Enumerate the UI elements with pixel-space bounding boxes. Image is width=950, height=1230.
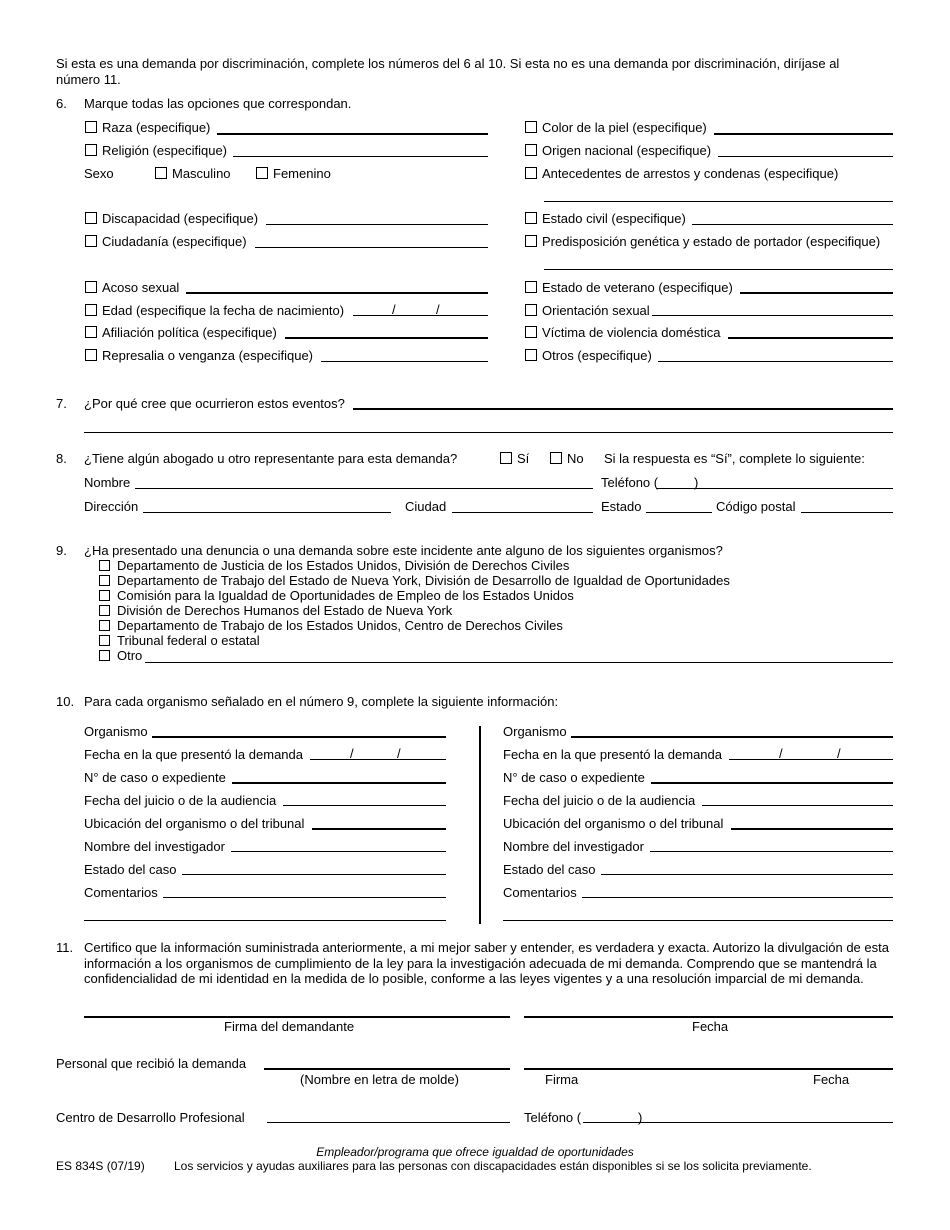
right-caso-label: N° de caso o expediente — [503, 770, 645, 785]
checkbox-label: Religión (especifique) — [102, 143, 228, 158]
checkbox-box[interactable] — [525, 212, 537, 224]
afiliacion-line[interactable] — [285, 337, 488, 339]
checkbox-raza[interactable] — [85, 120, 210, 135]
q8-question: ¿Tiene algún abogado u otro representante para esta demanda? — [84, 451, 458, 466]
left-fecha-line[interactable] — [310, 759, 446, 760]
checkbox-represalia[interactable] — [85, 348, 313, 363]
fecha-label: Fecha — [692, 1019, 729, 1034]
q9-question: ¿Ha presentado una denuncia o una demanda sobre este incidente ante alguno de los siguientes organismos? — [84, 543, 723, 558]
right-fecha-line[interactable] — [729, 759, 893, 760]
telefono-line[interactable] — [656, 488, 893, 489]
right-investigador-label: Nombre del investigador — [503, 839, 644, 854]
personal-firma-line[interactable] — [524, 1068, 893, 1070]
checkbox-box[interactable] — [550, 452, 562, 464]
direccion-label: Dirección — [84, 499, 139, 514]
left-comentarios-line[interactable] — [163, 897, 446, 898]
checkbox-estado-civil[interactable] — [525, 211, 686, 226]
direccion-line[interactable] — [143, 512, 391, 513]
estado-label: Estado — [601, 499, 642, 514]
org-option-6: Tribunal federal o estatal — [117, 633, 260, 648]
checkbox-label: Discapacidad (especifique) — [102, 211, 259, 226]
left-ubicacion-line[interactable] — [312, 828, 446, 830]
org-option-1: Departamento de Justicia de los Estados Unidos, División de Derechos Civiles — [117, 558, 570, 573]
estado-line[interactable] — [646, 512, 712, 513]
checkbox-label: Edad (especifique la fecha de nacimiento) — [102, 303, 345, 318]
checkbox-org-4[interactable] — [99, 605, 110, 616]
centro-telefono-close: ) — [638, 1110, 643, 1125]
checkbox-org-7[interactable] — [99, 650, 110, 661]
checkbox-label: Orientación sexual — [542, 303, 650, 318]
centro-telefono-line[interactable] — [583, 1122, 893, 1123]
right-comentarios-line[interactable] — [582, 897, 893, 898]
checkbox-antecedentes[interactable] — [525, 166, 838, 181]
veterano-line[interactable] — [740, 292, 893, 294]
acoso-line[interactable] — [186, 292, 488, 294]
q7-number: 7. — [56, 396, 67, 411]
left-juicio-label: Fecha del juicio o de la audiencia — [84, 793, 277, 808]
nombre-label: Nombre — [84, 475, 131, 490]
checkbox-box[interactable] — [155, 167, 167, 179]
org-option-2: Departamento de Trabajo del Estado de Nueva York, División de Desarrollo de Igualdad de Oportunidades — [117, 573, 730, 588]
victima-line[interactable] — [728, 337, 893, 339]
right-comentarios-label: Comentarios — [503, 885, 577, 900]
otros-line[interactable] — [658, 361, 893, 362]
checkbox-veterano[interactable] — [525, 280, 733, 295]
fecha2-label: Fecha — [813, 1072, 850, 1087]
checkbox-label: Origen nacional (especifique) — [542, 143, 712, 158]
left-organismo-label: Organismo — [84, 724, 148, 739]
checkbox-box[interactable] — [525, 121, 537, 133]
form-id: ES 834S (07/19) — [56, 1159, 145, 1173]
left-fecha-slash-2: / — [397, 746, 401, 761]
right-fecha-slash-2: / — [837, 746, 841, 761]
q7-line-1[interactable] — [353, 408, 893, 410]
right-fecha-label: Fecha en la que presentó la demanda — [503, 747, 722, 762]
firma-demandante-label: Firma del demandante — [224, 1019, 355, 1034]
checkbox-label: Ciudadanía (especifique) — [102, 234, 247, 249]
column-divider — [479, 726, 481, 924]
checkbox-femenino[interactable] — [256, 166, 331, 181]
checkbox-box[interactable] — [85, 304, 97, 316]
represalia-line[interactable] — [321, 361, 488, 362]
right-estado-label: Estado del caso — [503, 862, 596, 877]
checkbox-box[interactable] — [85, 281, 97, 293]
right-organismo-line[interactable] — [571, 736, 893, 738]
religion-line[interactable] — [233, 156, 488, 157]
codigo-label: Código postal — [716, 499, 796, 514]
checkbox-orientacion[interactable] — [525, 303, 650, 318]
checkbox-acoso[interactable] — [85, 280, 179, 295]
org-option-7: Otro — [117, 648, 143, 663]
checkbox-label: Represalia o venganza (especifique) — [102, 348, 314, 363]
checkbox-box[interactable] — [525, 304, 537, 316]
checkbox-org-5[interactable] — [99, 620, 110, 631]
nombre-line[interactable] — [135, 488, 593, 489]
q7-line-2[interactable] — [84, 432, 893, 433]
checkbox-label: Raza (especifique) — [102, 120, 211, 135]
discapacidad-line[interactable] — [266, 224, 488, 225]
raza-line[interactable] — [217, 133, 488, 135]
checkbox-box[interactable] — [525, 349, 537, 361]
right-juicio-line[interactable] — [702, 805, 893, 806]
q11-certification: Certifico que la información suministrada anteriormente, a mi mejor saber y entender, es verdadera y exacta. Autorizo la divulgación de esta información a los organismos de cumplimiento de la ley para la investigación adecuada de mi demanda. Comprendo que se mantendrá la confidencialidad de mi identidad en la medida de lo posible, conforme a las leyes vigentes y a una resolución imparcial de mi demanda. — [84, 940, 889, 986]
checkbox-edad[interactable] — [85, 303, 344, 318]
left-fecha-label: Fecha en la que presentó la demanda — [84, 747, 303, 762]
checkbox-label: Víctima de violencia doméstica — [542, 325, 721, 340]
centro-line[interactable] — [267, 1122, 510, 1123]
left-comentarios-line-2[interactable] — [84, 920, 446, 921]
checkbox-origen[interactable] — [525, 143, 711, 158]
checkbox-si[interactable] — [500, 451, 529, 466]
checkbox-box[interactable] — [85, 326, 97, 338]
left-caso-label: N° de caso o expediente — [84, 770, 226, 785]
checkbox-org-6[interactable] — [99, 635, 110, 646]
org-option-4: División de Derechos Humanos del Estado de Nueva York — [117, 603, 453, 618]
checkbox-box[interactable] — [85, 235, 97, 247]
ciudad-line[interactable] — [452, 512, 593, 513]
left-caso-line[interactable] — [232, 782, 446, 784]
q7-question: ¿Por qué cree que ocurrieron estos eventos? — [84, 396, 345, 411]
antecedentes-line[interactable] — [544, 201, 893, 202]
q9-number: 9. — [56, 543, 67, 558]
ciudad-label: Ciudad — [405, 499, 447, 514]
checkbox-victima[interactable] — [525, 325, 720, 340]
checkbox-label: No — [567, 451, 584, 466]
checkbox-box[interactable] — [85, 349, 97, 361]
centro-telefono-label: Teléfono ( — [524, 1110, 582, 1125]
checkbox-discapacidad[interactable] — [85, 211, 258, 226]
checkbox-no[interactable] — [550, 451, 584, 466]
left-investigador-line[interactable] — [231, 851, 446, 852]
checkbox-box[interactable] — [525, 167, 537, 179]
checkbox-label: Estado de veterano (especifique) — [542, 280, 733, 295]
orientacion-line[interactable] — [652, 315, 893, 316]
checkbox-label: Color de la piel (especifique) — [542, 120, 707, 135]
checkbox-label: Sí — [517, 451, 530, 466]
checkbox-predisposicion[interactable] — [525, 234, 880, 249]
right-juicio-label: Fecha del juicio o de la audiencia — [503, 793, 696, 808]
personal-nombre-line[interactable] — [264, 1068, 510, 1070]
checkbox-box[interactable] — [256, 167, 268, 179]
checkbox-label: Predisposición genética y estado de portador (especifique) — [542, 234, 881, 249]
checkbox-label: Afiliación política (especifique) — [102, 325, 277, 340]
checkbox-label: Acoso sexual — [102, 280, 180, 295]
left-comentarios-label: Comentarios — [84, 885, 158, 900]
edad-slash-2: / — [436, 302, 440, 317]
q10-question: Para cada organismo señalado en el número 9, complete la siguiente información: — [84, 694, 559, 709]
predisposicion-line[interactable] — [544, 269, 893, 270]
services-text: Los servicios y ayudas auxiliares para las personas con discapacidades están disponibles si se los solicita previamente. — [174, 1159, 812, 1173]
right-ubicacion-line[interactable] — [731, 828, 893, 830]
estado-civil-line[interactable] — [692, 224, 893, 225]
q6-question: Marque todas las opciones que correspondan. — [84, 96, 352, 111]
checkbox-ciudadania[interactable] — [85, 234, 247, 249]
left-juicio-line[interactable] — [283, 805, 446, 806]
checkbox-box[interactable] — [525, 281, 537, 293]
equal-opportunity-text: Empleador/programa que ofrece igualdad de oportunidades — [316, 1145, 634, 1159]
checkbox-label: Otros (especifique) — [542, 348, 652, 363]
q8-note: Si la respuesta es “Sí”, complete lo siguiente: — [604, 451, 865, 466]
right-ubicacion-label: Ubicación del organismo o del tribunal — [503, 816, 724, 831]
right-investigador-line[interactable] — [650, 851, 893, 852]
checkbox-masculino[interactable] — [155, 166, 231, 181]
org-option-3: Comisión para la Igualdad de Oportunidades de Empleo de los Estados Unidos — [117, 588, 574, 603]
checkbox-box[interactable] — [525, 144, 537, 156]
left-estado-label: Estado del caso — [84, 862, 177, 877]
fecha-line[interactable] — [524, 1016, 893, 1018]
checkbox-org-3[interactable] — [99, 590, 110, 601]
right-comentarios-line-2[interactable] — [503, 920, 893, 921]
firma-demandante-line[interactable] — [84, 1016, 510, 1018]
right-estado-line[interactable] — [601, 874, 893, 875]
q11-number: 11. — [56, 940, 74, 955]
checkbox-box[interactable] — [500, 452, 512, 464]
q10-number: 10. — [56, 694, 75, 709]
checkbox-label: Antecedentes de arrestos y condenas (especifique) — [542, 166, 839, 181]
left-estado-line[interactable] — [182, 874, 446, 875]
left-fecha-slash-1: / — [350, 746, 354, 761]
centro-label: Centro de Desarrollo Profesional — [56, 1110, 245, 1125]
color-line[interactable] — [714, 133, 893, 135]
origen-line[interactable] — [718, 156, 893, 157]
checkbox-box[interactable] — [525, 235, 537, 247]
checkbox-label: Estado civil (especifique) — [542, 211, 686, 226]
right-caso-line[interactable] — [651, 782, 893, 784]
telefono-label: Teléfono ( — [601, 475, 659, 490]
firma-label: Firma — [545, 1072, 579, 1087]
checkbox-afiliacion[interactable] — [85, 325, 277, 340]
checkbox-label: Masculino — [172, 166, 231, 181]
checkbox-label: Femenino — [273, 166, 331, 181]
checkbox-religion[interactable] — [85, 143, 227, 158]
left-ubicacion-label: Ubicación del organismo o del tribunal — [84, 816, 305, 831]
q6-number: 6. — [56, 96, 67, 111]
sexo-label: Sexo — [84, 166, 114, 181]
checkbox-box[interactable] — [85, 144, 97, 156]
left-organismo-line[interactable] — [152, 736, 446, 738]
codigo-line[interactable] — [801, 512, 893, 513]
edad-slash-1: / — [392, 302, 396, 317]
intro-text: Si esta es una demanda por discriminación, complete los números del 6 al 10. Si esta no es una demanda por discriminación, diríjase al número 11. — [56, 56, 840, 87]
ciudadania-line[interactable] — [255, 247, 488, 248]
checkbox-box[interactable] — [85, 212, 97, 224]
nombre-molde-label: (Nombre en letra de molde) — [300, 1072, 459, 1087]
q8-number: 8. — [56, 451, 67, 466]
right-fecha-slash-1: / — [779, 746, 783, 761]
edad-line[interactable] — [353, 315, 488, 316]
personal-label: Personal que recibió la demanda — [56, 1056, 247, 1071]
org-option-5: Departamento de Trabajo de los Estados Unidos, Centro de Derechos Civiles — [117, 618, 563, 633]
checkbox-box[interactable] — [85, 121, 97, 133]
checkbox-org-2[interactable] — [99, 575, 110, 586]
right-organismo-label: Organismo — [503, 724, 567, 739]
left-investigador-label: Nombre del investigador — [84, 839, 225, 854]
checkbox-org-1[interactable] — [99, 560, 110, 571]
checkbox-otros[interactable] — [525, 348, 652, 363]
otro-line[interactable] — [145, 662, 893, 663]
telefono-close: ) — [694, 475, 699, 490]
checkbox-box[interactable] — [525, 326, 537, 338]
checkbox-color[interactable] — [525, 120, 707, 135]
